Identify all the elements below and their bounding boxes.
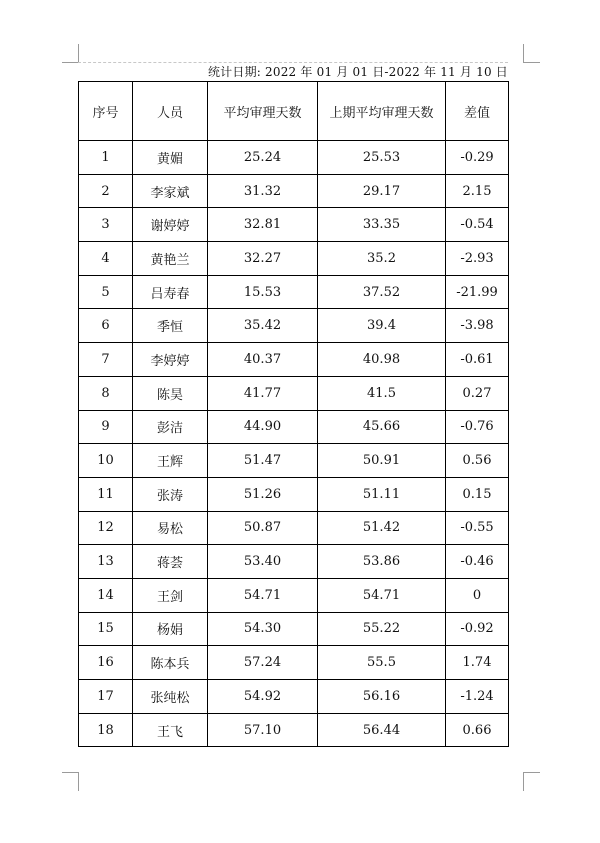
- cell-index[interactable]: 5: [79, 275, 133, 309]
- cell-difference[interactable]: -2.93: [446, 242, 509, 276]
- cell-difference[interactable]: -0.55: [446, 511, 509, 545]
- cell-person[interactable]: 易松: [133, 511, 208, 545]
- cell-difference[interactable]: 0.56: [446, 444, 509, 478]
- cell-difference[interactable]: 0.66: [446, 713, 509, 747]
- cell-avg-days[interactable]: 54.71: [208, 578, 318, 612]
- cell-avg-days[interactable]: 53.40: [208, 545, 318, 579]
- cell-avg-days[interactable]: 50.87: [208, 511, 318, 545]
- cell-avg-days[interactable]: 54.92: [208, 680, 318, 714]
- cell-prev-avg-days[interactable]: 39.4: [318, 309, 446, 343]
- table-row: [79, 309, 509, 343]
- crop-mark-bottom-left: [62, 772, 79, 791]
- cell-difference[interactable]: 0.15: [446, 477, 509, 511]
- table-row: [79, 612, 509, 646]
- cell-difference[interactable]: -0.61: [446, 343, 509, 377]
- cell-avg-days[interactable]: 40.37: [208, 343, 318, 377]
- cell-prev-avg-days[interactable]: 37.52: [318, 275, 446, 309]
- cell-index[interactable]: 3: [79, 208, 133, 242]
- review-days-table: [78, 81, 509, 747]
- table-row: [79, 477, 509, 511]
- cell-index[interactable]: 12: [79, 511, 133, 545]
- table-row: [79, 410, 509, 444]
- cell-index[interactable]: 4: [79, 242, 133, 276]
- cell-difference[interactable]: 2.15: [446, 174, 509, 208]
- table-row: [79, 141, 509, 175]
- cell-prev-avg-days[interactable]: 56.44: [318, 713, 446, 747]
- table-row: [79, 275, 509, 309]
- cell-index[interactable]: 16: [79, 646, 133, 680]
- cell-prev-avg-days[interactable]: 35.2: [318, 242, 446, 276]
- cell-prev-avg-days[interactable]: 50.91: [318, 444, 446, 478]
- cell-avg-days[interactable]: 41.77: [208, 376, 318, 410]
- cell-prev-avg-days[interactable]: 51.11: [318, 477, 446, 511]
- cell-prev-avg-days[interactable]: 55.5: [318, 646, 446, 680]
- cell-index[interactable]: 1: [79, 141, 133, 175]
- header-prev-avg-days[interactable]: 上期平均审理天数: [318, 82, 446, 141]
- table-row: [79, 545, 509, 579]
- cell-person[interactable]: 王辉: [133, 444, 208, 478]
- table-row: [79, 578, 509, 612]
- table-row: [79, 242, 509, 276]
- cell-person[interactable]: 陈昊: [133, 376, 208, 410]
- cell-avg-days[interactable]: 57.24: [208, 646, 318, 680]
- cell-avg-days[interactable]: 51.47: [208, 444, 318, 478]
- cell-avg-days[interactable]: 51.26: [208, 477, 318, 511]
- cell-difference[interactable]: -21.99: [446, 275, 509, 309]
- cell-difference[interactable]: 0.27: [446, 376, 509, 410]
- cell-avg-days[interactable]: 25.24: [208, 141, 318, 175]
- cell-difference[interactable]: -0.46: [446, 545, 509, 579]
- cell-index[interactable]: 10: [79, 444, 133, 478]
- cell-person[interactable]: 季恒: [133, 309, 208, 343]
- cell-difference[interactable]: -1.24: [446, 680, 509, 714]
- crop-mark-top-left: [62, 44, 79, 63]
- cell-person[interactable]: 李家斌: [133, 174, 208, 208]
- cell-avg-days[interactable]: 15.53: [208, 275, 318, 309]
- cell-difference[interactable]: -3.98: [446, 309, 509, 343]
- cell-prev-avg-days[interactable]: 25.53: [318, 141, 446, 175]
- cell-difference[interactable]: -0.54: [446, 208, 509, 242]
- table-row: [79, 343, 509, 377]
- crop-mark-bottom-right: [523, 772, 540, 791]
- cell-index[interactable]: 13: [79, 545, 133, 579]
- cell-avg-days[interactable]: 32.81: [208, 208, 318, 242]
- cell-index[interactable]: 2: [79, 174, 133, 208]
- cell-index[interactable]: 7: [79, 343, 133, 377]
- cell-person[interactable]: 彭洁: [133, 410, 208, 444]
- table-row: [79, 444, 509, 478]
- header-person[interactable]: 人员: [133, 82, 208, 141]
- cell-index[interactable]: 17: [79, 680, 133, 714]
- cell-prev-avg-days[interactable]: 45.66: [318, 410, 446, 444]
- cell-index[interactable]: 9: [79, 410, 133, 444]
- cell-prev-avg-days[interactable]: 56.16: [318, 680, 446, 714]
- table-row: [79, 646, 509, 680]
- cell-index[interactable]: 14: [79, 578, 133, 612]
- cell-prev-avg-days[interactable]: 41.5: [318, 376, 446, 410]
- cell-index[interactable]: 8: [79, 376, 133, 410]
- cell-person[interactable]: 王剑: [133, 578, 208, 612]
- cell-person[interactable]: 张涛: [133, 477, 208, 511]
- cell-difference[interactable]: -0.92: [446, 612, 509, 646]
- cell-avg-days[interactable]: 57.10: [208, 713, 318, 747]
- cell-index[interactable]: 18: [79, 713, 133, 747]
- cell-difference[interactable]: 1.74: [446, 646, 509, 680]
- header-index[interactable]: 序号: [79, 82, 133, 141]
- table-row: [79, 511, 509, 545]
- cell-person[interactable]: 陈本兵: [133, 646, 208, 680]
- table-row: [79, 208, 509, 242]
- cell-index[interactable]: 11: [79, 477, 133, 511]
- cell-avg-days[interactable]: 32.27: [208, 242, 318, 276]
- cell-index[interactable]: 15: [79, 612, 133, 646]
- cell-prev-avg-days[interactable]: 40.98: [318, 343, 446, 377]
- cell-person[interactable]: 李婷婷: [133, 343, 208, 377]
- cell-person[interactable]: 张纯松: [133, 680, 208, 714]
- cell-avg-days[interactable]: 35.42: [208, 309, 318, 343]
- table-body: [79, 141, 509, 747]
- cell-difference[interactable]: -0.29: [446, 141, 509, 175]
- cell-prev-avg-days[interactable]: 29.17: [318, 174, 446, 208]
- cell-prev-avg-days[interactable]: 33.35: [318, 208, 446, 242]
- header-difference[interactable]: 差值: [446, 82, 509, 141]
- cell-person[interactable]: 谢婷婷: [133, 208, 208, 242]
- cell-person[interactable]: 吕寿春: [133, 275, 208, 309]
- cell-prev-avg-days[interactable]: 55.22: [318, 612, 446, 646]
- cell-difference[interactable]: 0: [446, 578, 509, 612]
- table-row: [79, 174, 509, 208]
- crop-mark-top-right: [523, 44, 540, 63]
- cell-avg-days[interactable]: 31.32: [208, 174, 318, 208]
- cell-person[interactable]: 黄媚: [133, 141, 208, 175]
- cell-person[interactable]: 王飞: [133, 713, 208, 747]
- table-header-row: [79, 82, 509, 141]
- cell-prev-avg-days[interactable]: 53.86: [318, 545, 446, 579]
- cell-person[interactable]: 蒋荟: [133, 545, 208, 579]
- cell-prev-avg-days[interactable]: 54.71: [318, 578, 446, 612]
- cell-avg-days[interactable]: 54.30: [208, 612, 318, 646]
- table-row: [79, 713, 509, 747]
- table-row: [79, 680, 509, 714]
- cell-index[interactable]: 6: [79, 309, 133, 343]
- header-avg-days[interactable]: 平均审理天数: [208, 82, 318, 141]
- cell-person[interactable]: 杨娟: [133, 612, 208, 646]
- cell-avg-days[interactable]: 44.90: [208, 410, 318, 444]
- cell-difference[interactable]: -0.76: [446, 410, 509, 444]
- cell-prev-avg-days[interactable]: 51.42: [318, 511, 446, 545]
- statistics-date[interactable]: 统计日期: 2022 年 01 月 01 日-2022 年 11 月 10 日: [207, 65, 508, 79]
- table-row: [79, 376, 509, 410]
- cell-person[interactable]: 黄艳兰: [133, 242, 208, 276]
